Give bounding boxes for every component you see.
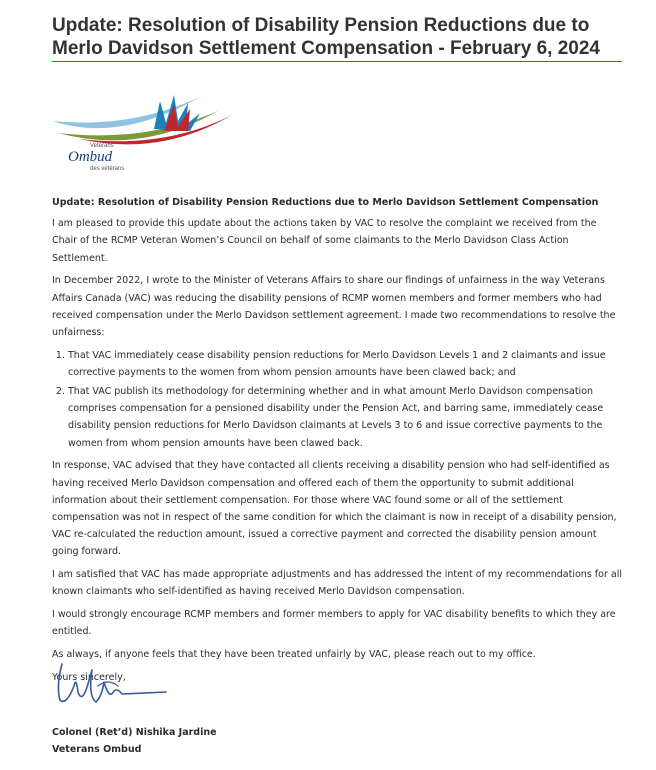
logo-text-ombud: Ombud — [68, 149, 113, 165]
closing: Yours sincerely, — [52, 671, 126, 683]
signatory-title: Veterans Ombud — [52, 744, 142, 755]
recommendations-list — [52, 347, 624, 452]
title-divider — [52, 61, 622, 62]
letter-body — [52, 194, 624, 691]
signature-block — [52, 724, 217, 758]
paragraph-contact: As always, if anyone feels that they have been treated unfairly by VAC, please reach out to my office. — [52, 648, 536, 660]
recommendation-1: 1. That VAC immediately cease disability pension reductions for Merlo Davidson Levels 1 and 2 claimants and issue corrective payments to the women from whom pension amounts have been clawed back; and — [68, 347, 624, 381]
page-title: Update: Resolution of Disability Pension Reductions due to Merlo Davidson Settlement Compensation - February 6, 2024 — [52, 15, 600, 59]
paragraph-intro: I am pleased to provide this update about the actions taken by VAC to resolve the complaint we received from the Chair of the RCMP Veteran Women’s Council on behalf of some claimants to the Merlo Davidson Class Action Settlement. — [52, 218, 597, 264]
veterans-ombud-logo — [50, 93, 235, 178]
logo-text-veterans: Veterans — [90, 143, 114, 149]
paragraph-response: In response, VAC advised that they have contacted all clients receiving a disability pension who had self-identified as having received Merlo Davidson compensation and offered each of them the opportunity to submit additional information about their settlement compensation. For those where VAC found some or all of the settlement compensation was not in respect of the same condition for which the claimant is now in receipt of a disability pension, VAC re-calculated the reduction amount, issued a corrective payment and corrected the disability pension amount going forward. — [52, 460, 617, 558]
signatory-name: Colonel (Ret’d) Nishika Jardine — [52, 727, 217, 738]
logo-text-des-veterans: des vétérans — [90, 166, 125, 172]
letter-subhead: Update: Resolution of Disability Pension Reductions due to Merlo Davidson Settlement Compensation — [52, 197, 599, 208]
paragraph-satisfied: I am satisfied that VAC has made appropriate adjustments and has addressed the intent of my recommendations for all known claimants who self-identified as having received Merlo Davidson compensation. — [52, 569, 622, 598]
recommendation-2: 2. That VAC publish its methodology for determining whether and in what amount Merlo Davidson compensation comprises compensation for a pensioned disability under the Pension Act, and barring same, immediately cease disability pension reductions for Merlo Davidson claimants at Levels 3 to 6 and issue corrective payments to the women from whom pension amounts have been clawed back. — [68, 383, 624, 452]
handwritten-signature — [52, 656, 172, 710]
paragraph-encourage: I would strongly encourage RCMP members and former members to apply for VAC disability benefits to which they are entitled. — [52, 608, 616, 638]
paragraph-background: In December 2022, I wrote to the Minister of Veterans Affairs to share our findings of unfairness in the way Veterans Affairs Canada (VAC) was reducing the disability pensions of RCMP women members and former members who had received compensation under the Merlo Davidson settlement agreement. I made two recommendations to resolve the unfairness: — [52, 275, 616, 338]
